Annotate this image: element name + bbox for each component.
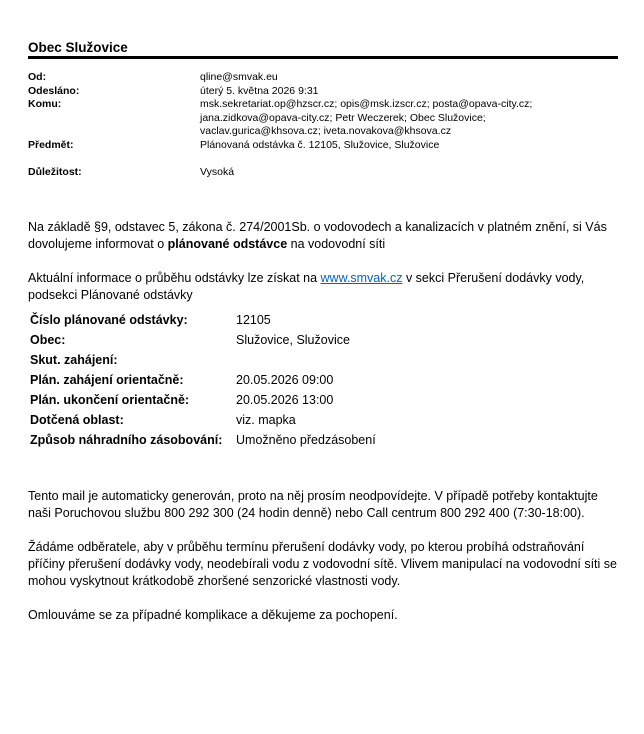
info-paragraph (28, 270, 623, 304)
detail-row (30, 372, 376, 392)
header-sent-value (200, 85, 618, 99)
info-text-end: v sekci Přerušení dodávky vody, podsekci Plánované odstávky (28, 271, 585, 302)
detail-key: Plán. ukončení orientačně: (30, 393, 190, 407)
header-importance (28, 166, 618, 180)
intro-bold-text: plánované odstávce (167, 237, 288, 251)
detail-value: 12105 (236, 313, 271, 327)
header-to (28, 98, 618, 139)
sender-address: qline@smvak.eu (200, 71, 278, 83)
header-importance-value (200, 166, 618, 180)
detail-row (30, 432, 376, 452)
detail-key: Způsob náhradního zásobování: (30, 433, 223, 447)
detail-row (30, 412, 376, 432)
email-headers (28, 71, 618, 180)
request-paragraph: Žádáme odběratele, aby v průběhu termínu přerušení dodávky vody, po kterou probíhá odstraňování příčiny přerušení dodávky vody, neodebírali vodu z vodovodní sítě. Vlivem manipulací na vodovodní síti se mohou vyskytnout krátkodobě zhoršené senzorické vlastnosti vody. (28, 540, 617, 588)
detail-value: Umožněno předzásobení (236, 433, 376, 447)
detail-key: Obec: (30, 333, 66, 347)
header-from-label: Od: (28, 71, 47, 83)
header-subject (28, 139, 618, 153)
title-divider (28, 56, 618, 59)
sent-datetime: úterý 5. května 2026 9:31 (200, 84, 319, 97)
detail-value: 20.05.2026 13:00 (236, 393, 334, 407)
email-body (28, 219, 623, 641)
detail-row (30, 392, 376, 412)
smvak-link[interactable]: www.smvak.cz (320, 271, 403, 285)
header-from (28, 71, 618, 85)
header-subject-label: Předmět: (28, 138, 74, 151)
detail-value: viz. mapka (236, 413, 296, 427)
detail-key: Skut. zahájení: (30, 353, 118, 367)
detail-value (236, 352, 376, 372)
header-from-value (200, 71, 618, 85)
header-sent-label: Odesláno: (28, 84, 80, 97)
header-to-label: Komu: (28, 98, 62, 110)
detail-row (30, 352, 376, 372)
subject-text: Plánovaná odstávka č. 12105, Služovice, Služovice (200, 138, 440, 151)
importance-text: Vysoká (200, 166, 235, 178)
intro-text: Na základě §9, odstavec 5, zákona č. 274/2001Sb. o vodovodech a kanalizacích v platném znění, si Vás dovolujeme informovat o (28, 220, 607, 251)
detail-row (30, 312, 376, 332)
detail-value: 20.05.2026 09:00 (236, 373, 334, 387)
detail-row (30, 332, 376, 352)
header-to-value (200, 98, 618, 139)
intro-paragraph (28, 219, 623, 253)
info-text: Aktuální informace o průběhu odstávky lze získat na (28, 271, 321, 285)
detail-key: Plán. zahájení orientačně: (30, 373, 184, 387)
header-sent (28, 85, 618, 99)
recipients-line: jana.zidkova@opava-city.cz; Petr Weczerek; Obec Služovice; (200, 111, 486, 124)
header-subject-value (200, 139, 618, 153)
recipients-line: msk.sekretariat.op@hzscr.cz; opis@msk.izscr.cz; posta@opava-city.cz; (200, 98, 533, 110)
outage-details-table (30, 312, 376, 452)
mailbox-title: Obec Služovice (28, 40, 128, 55)
apology-paragraph: Omlouváme se za případné komplikace a děkujeme za pochopení. (28, 608, 398, 622)
detail-key: Číslo plánované odstávky: (30, 313, 188, 327)
intro-text-end: na vodovodní síti (287, 237, 386, 251)
recipients-line: vaclav.gurica@khsova.cz; iveta.novakova@khsova.cz (200, 125, 452, 137)
detail-value: Služovice, Služovice (236, 333, 350, 347)
detail-key: Dotčená oblast: (30, 413, 124, 427)
auto-notice-paragraph: Tento mail je automaticky generován, proto na něj prosím neodpovídejte. V případě potřeby kontaktujte naši Poruchovou službu 800 292 300 (24 hodin denně) nebo Call centrum 800 292 400 (7:30-18:00). (28, 489, 598, 520)
header-importance-label: Důležitost: (28, 166, 82, 178)
